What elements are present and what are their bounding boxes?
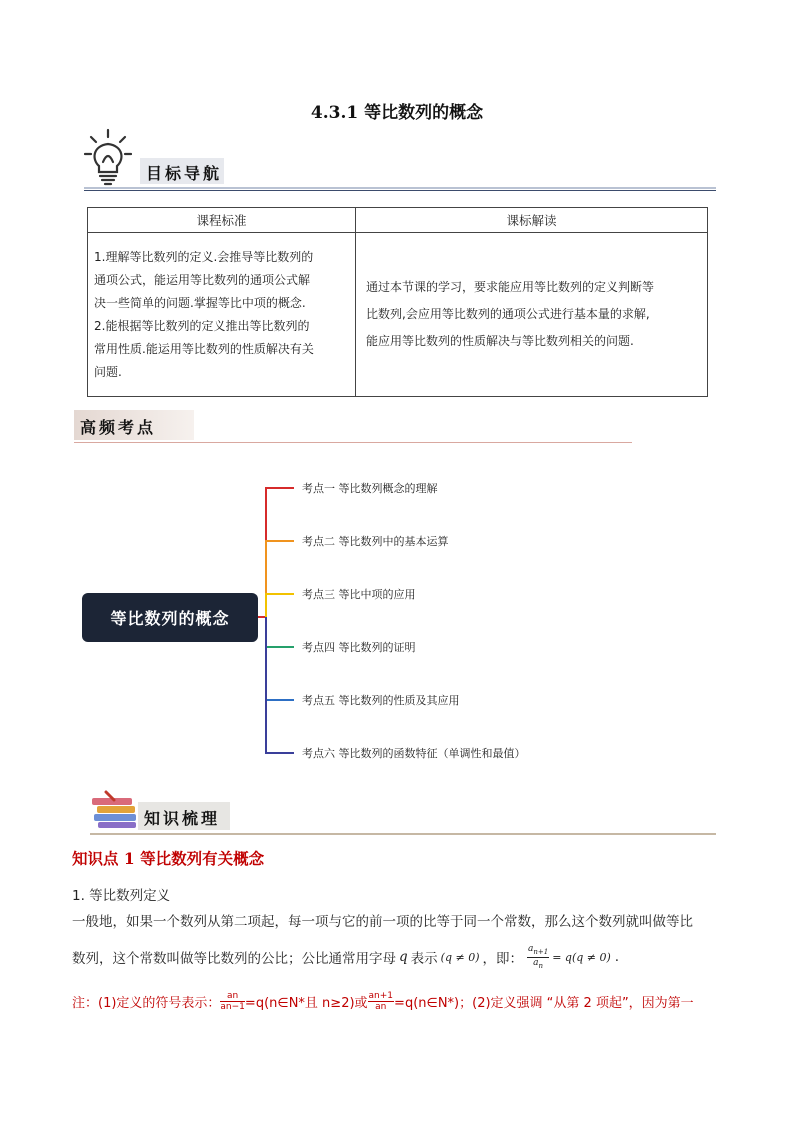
branch-connector [266,617,294,700]
mindmap-root: 等比数列的概念 [82,593,258,642]
table-cell-standard [88,233,356,397]
goal-rule-dark [84,190,716,191]
standard-line: 常用性质.能运用等比数列的性质解决有关 [94,341,314,356]
section-title-goal: 目标导航 [146,164,223,183]
mindmap-branch-3: 考点三 等比中项的应用 [302,588,416,601]
note-fraction-numerator: an+1 [368,991,394,1001]
interpretation-line: 比数列,会应用等比数列的通项公式进行基本量的求解, [366,307,650,321]
lightbulb-icon [84,128,132,188]
note-fraction-1 [220,991,245,1012]
ratio-condition: (q ≠ 0) [440,950,480,964]
note-fraction-numerator: an [220,991,245,1002]
standards-table [87,207,708,397]
standard-line: 通项公式，能运用等比数列的通项公式解 [94,272,311,287]
note-fraction-2 [368,991,395,1012]
standard-line: 2.能根据等比数列的定义推出等比数列的 [94,318,310,333]
knowledge-rule [90,833,716,835]
standard-line: 1.理解等比数列的定义.会推导等比数列的 [94,249,314,264]
definition-text: . [614,949,620,966]
table-header-interpretation: 课标解读 [356,208,708,233]
note-fraction-denominator: an [375,1002,387,1012]
interpretation-line: 通过本节课的学习，要求能应用等比数列的定义判断等 [366,280,655,294]
note-text: 注：(1)定义的符号表示： [72,996,221,1011]
formula-denominator: a [533,957,539,968]
mindmap-branch-6: 考点六 等比数列的函数特征（单调性和最值） [302,747,526,760]
definition-note [72,991,694,1012]
branch-connector [258,488,294,617]
branch-connector [266,594,294,617]
formula-numerator-index: n+1 [533,947,549,956]
mindmap-branch-2: 考点二 等比数列中的基本运算 [302,535,449,548]
table-header-standard: 课程标准 [88,208,356,233]
definition-line-1: 一般地，如果一个数列从第二项起，每一项与它的前一项的比等于同一个常数，那么这个数列就叫做等比 [72,914,693,930]
definition-text: 数列，这个常数叫做等比数列的公比；公比通常用字母 [72,951,396,968]
mindmap-branch-4: 考点四 等比数列的证明 [302,641,416,654]
mindmap-branch-5: 考点五 等比数列的性质及其应用 [302,694,460,707]
standard-line: 决一些简单的问题.掌握等比中项的概念. [94,295,306,310]
page-title: 4.3.1 等比数列的概念 [310,103,484,123]
section-title-frequent: 高频考点 [80,418,157,437]
ratio-symbol: q [399,949,408,966]
mindmap-branch-1: 考点一 等比数列概念的理解 [302,482,438,495]
definition-text: 表示 [410,951,438,968]
branch-connector [266,617,294,753]
goal-rule-light [84,187,716,189]
definition-line-2 [72,944,619,971]
note-fraction-denominator: an−1 [220,1002,245,1012]
branch-connector [266,617,294,647]
definition-subheading: 1. 等比数列定义 [72,888,171,904]
branch-connector [266,541,294,617]
ratio-formula-fraction [527,944,549,971]
formula-denominator-index: n [538,961,544,970]
table-cell-interpretation [356,233,708,397]
books-icon [90,790,140,830]
interpretation-line: 能应用等比数列的性质解决与等比数列相关的问题. [366,334,634,348]
knowledge-point-heading: 知识点 1 等比数列有关概念 [72,849,265,868]
standard-line: 问题. [94,364,122,379]
section-title-knowledge: 知识梳理 [144,809,221,828]
note-text: =q(n∈N*)；(2)定义强调 “从第 2 项起”，因为第一 [394,996,694,1011]
freq-rule [74,442,632,443]
formula-rhs: = q(q ≠ 0) [552,950,611,964]
formula-numerator: a [528,944,534,954]
definition-text: ，即： [482,951,523,968]
note-text: =q(n∈N*且 n≥2)或 [244,996,368,1011]
